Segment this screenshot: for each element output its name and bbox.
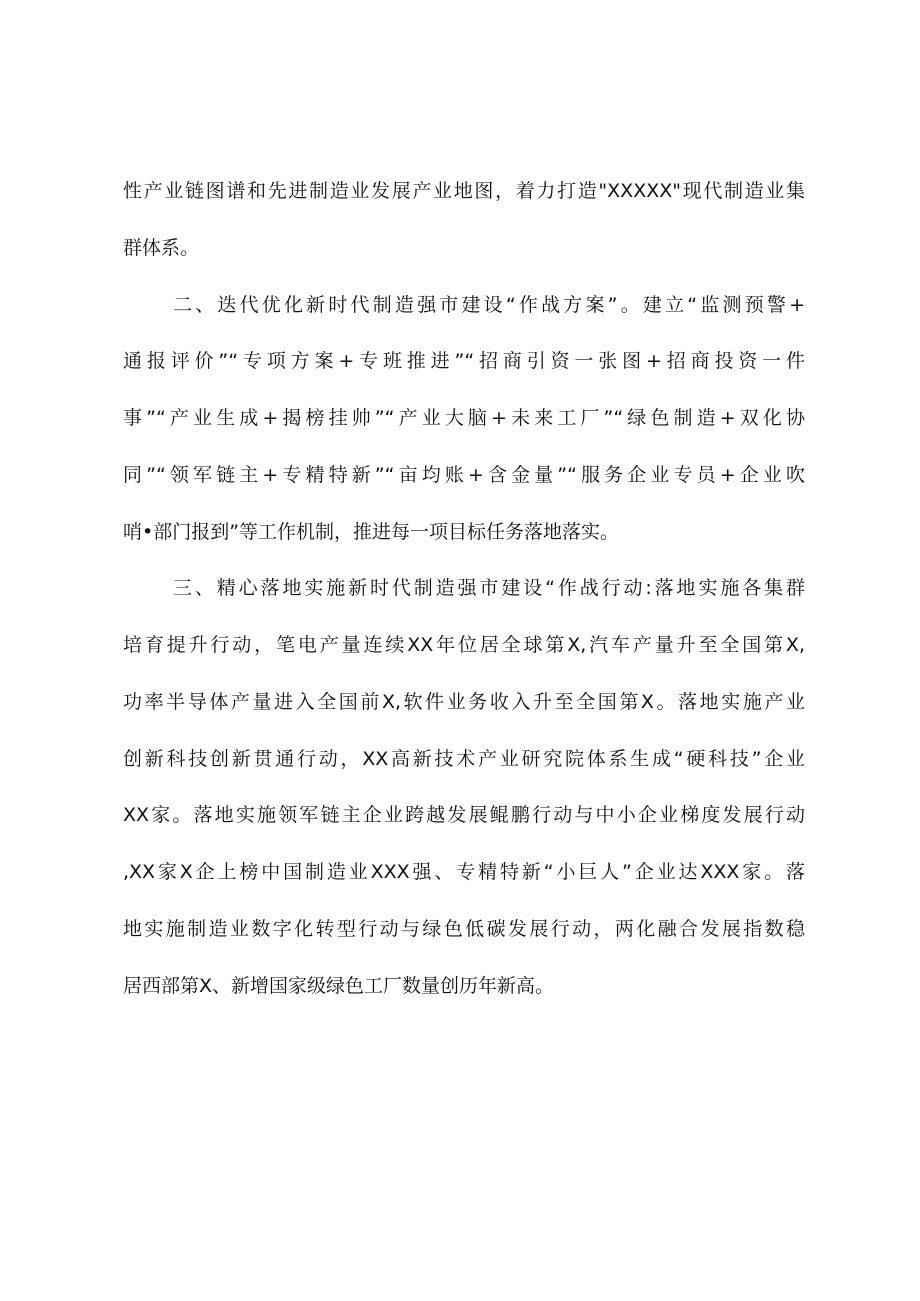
paragraph-2-line-1: 二、迭代优化新时代制造强市建设“作战方案”。建立“监测预警+ — [173, 294, 805, 316]
paragraph-3-line-6: ,XX家X企上榜中国制造业XXX强、专精特新“小巨人”企业达XXX家。落 — [123, 861, 805, 883]
paragraph-2-line-5: 哨•部门报到”等工作机制，推进每一项目标任务落地落实。 — [123, 521, 620, 543]
paragraph-2-line-2: 通报评价”“专项方案+专班推进”“招商引资一张图+招商投资一件 — [123, 350, 805, 372]
paragraph-3-line-3: 功率半导体产量进入全国前X,软件业务收入升至全国第X。落地实施产业 — [123, 691, 805, 713]
paragraph-2-line-4: 同”“领军链主+专精特新”“亩均账+含金量”“服务企业专员+企业吹 — [123, 464, 805, 486]
paragraph-3-line-5: XX家。落地实施领军链主企业跨越发展鲲鹏行动与中小企业梯度发展行动 — [123, 804, 805, 826]
paragraph-1-line-1: 性产业链图谱和先进制造业发展产业地图，着力打造"XXXXX"现代制造业集 — [123, 180, 805, 202]
paragraph-3-line-1: 三、精心落地实施新时代制造强市建设“作战行动:落地实施各集群 — [173, 577, 805, 599]
paragraph-3-line-2: 培育提升行动，笔电产量连续XX年位居全球第X,汽车产量升至全国第X, — [123, 634, 805, 656]
paragraph-3-line-8: 居西部第X、新增国家级绿色工厂数量创历年新高。 — [123, 975, 555, 997]
paragraph-3-line-7: 地实施制造业数字化转型行动与绿色低碳发展行动，两化融合发展指数稳 — [123, 918, 805, 940]
paragraph-3-line-4: 创新科技创新贯通行动，XX高新技术产业研究院体系生成“硬科技”企业 — [123, 748, 805, 770]
paragraph-1-line-2: 群体系。 — [123, 237, 200, 259]
paragraph-2-line-3: 事”“产业生成+揭榜挂帅”“产业大脑+未来工厂”“绿色制造+双化协 — [123, 407, 805, 429]
